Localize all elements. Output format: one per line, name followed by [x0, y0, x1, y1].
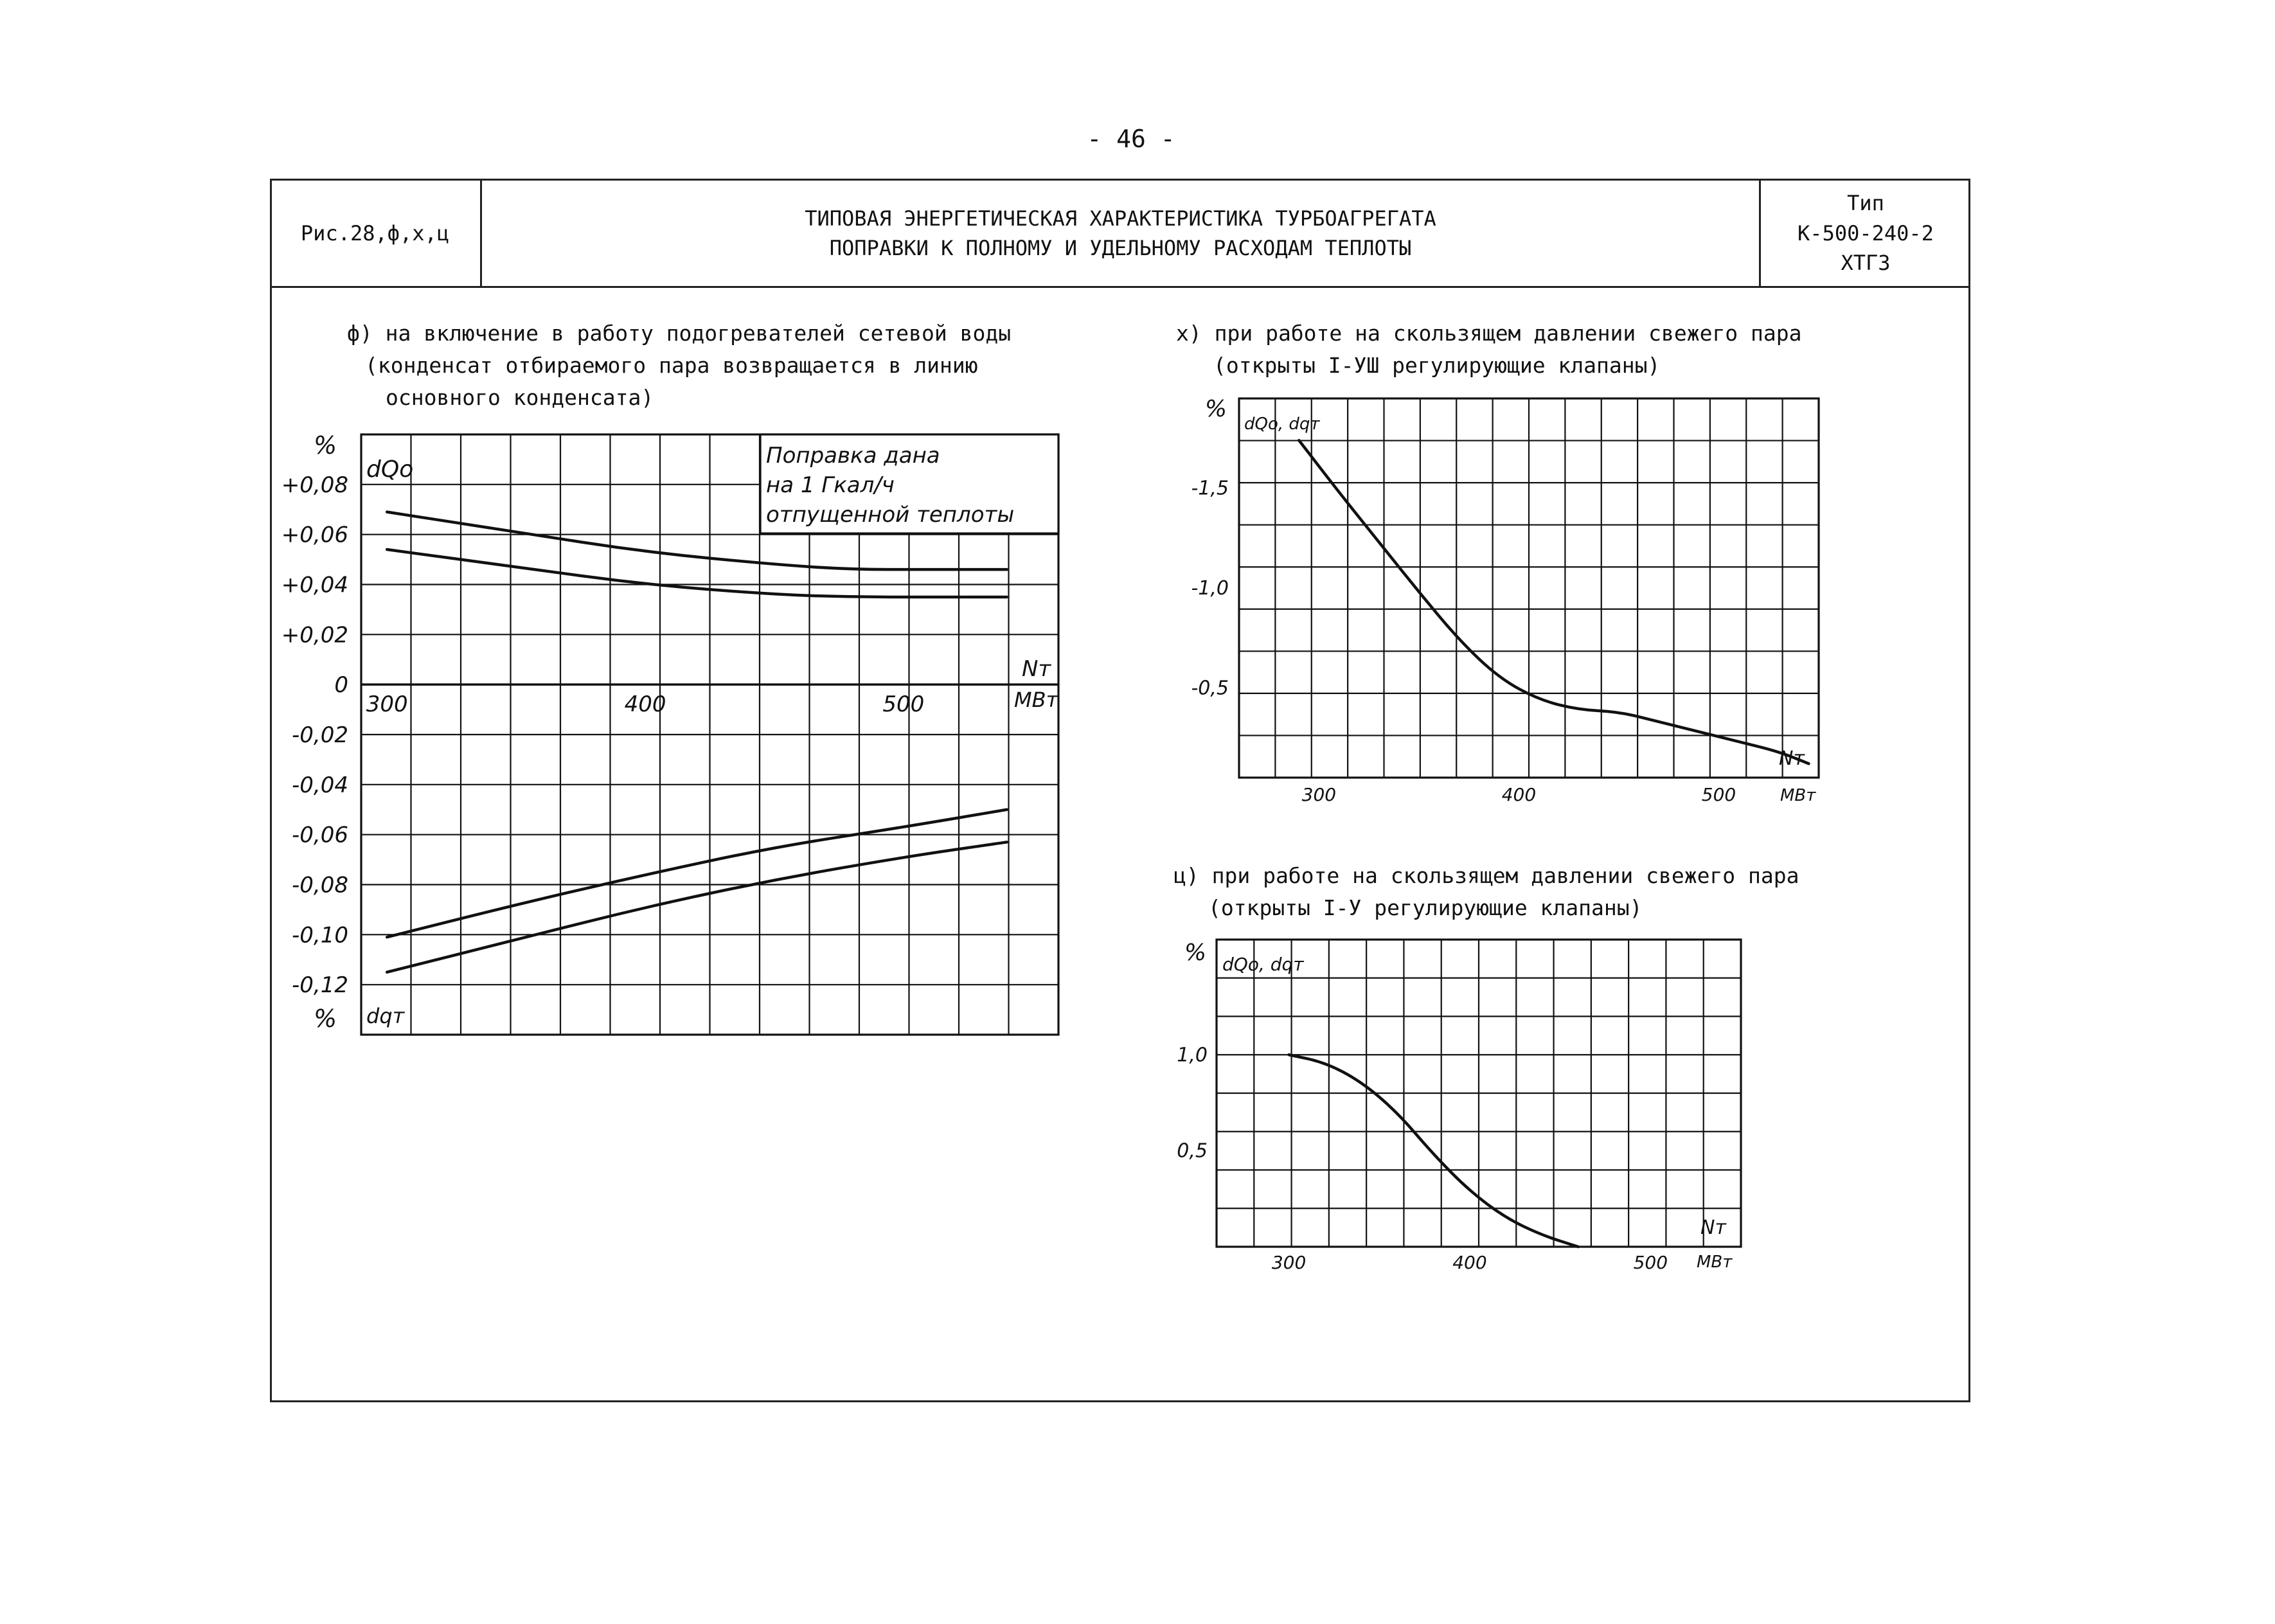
- caption-c-2: (открыты I-У регулирующие клапаны): [1208, 895, 1643, 920]
- caption-f-1: ф) на включение в работу подогревателей сетевой воды: [347, 321, 1012, 346]
- chart-c-x-tick-label: 400: [1452, 1252, 1487, 1273]
- chart-x-y-tick-label: -1,5: [1191, 477, 1229, 500]
- chart-f-y-tick-label: +0,06: [281, 522, 348, 548]
- caption-f-3: основного конденсата): [386, 385, 654, 410]
- chart-x-y-unit: %: [1204, 396, 1227, 422]
- chart-f-y-tick-label: -0,12: [292, 972, 348, 999]
- chart-x-x-tick-label: 400: [1501, 784, 1537, 805]
- chart-c-xlabel: Nт: [1700, 1217, 1726, 1239]
- chart-x-series-line-1: [1299, 440, 1808, 763]
- page-number: - 46 -: [1087, 125, 1175, 153]
- title-line-2: ПОПРАВКИ К ПОЛНОМУ И УДЕЛЬНОМУ РАСХОДАМ ТЕПЛОТЫ: [829, 236, 1412, 260]
- type-model: К-500-240-2: [1798, 220, 1934, 245]
- chart-x-x-tick-label: 500: [1701, 784, 1736, 805]
- chart-c-grid: [1217, 940, 1741, 1247]
- chart-f-note-line: Поправка дана: [766, 443, 940, 468]
- caption-x-2: (открыты I-УШ регулирующие клапаны): [1213, 353, 1661, 378]
- chart-f-x-tick-label: 500: [882, 692, 925, 718]
- chart-c-series-line-1: [1289, 1055, 1578, 1247]
- chart-f-y-tick-label: -0,08: [292, 872, 348, 898]
- chart-f-y-unit-bottom: %: [313, 1004, 337, 1033]
- type-label: Тип: [1847, 191, 1884, 216]
- caption-f-2: (конденсат отбираемого пара возвращается в линию: [365, 353, 978, 378]
- chart-f-y-tick-label: +0,02: [281, 622, 348, 648]
- chart-c-x-unit: МВт: [1697, 1253, 1733, 1272]
- chart-f-note-line: на 1 Гкал/ч: [766, 472, 895, 498]
- chart-x-xlabel: Nт: [1779, 747, 1805, 770]
- caption-c-1: ц) при работе на скользящем давлении свежего пара: [1173, 863, 1799, 888]
- chart-x-ylabel: dQo, dqт: [1244, 415, 1320, 434]
- chart-c-y-unit: %: [1184, 940, 1207, 966]
- chart-f-series-line-4: [387, 842, 1006, 972]
- chart-c-ylabel: dQo, dqт: [1222, 954, 1304, 975]
- chart-x-y-tick-label: -0,5: [1191, 677, 1229, 700]
- chart-f-y-tick-label: -0,02: [292, 722, 348, 748]
- chart-c-y-tick-label: 0,5: [1177, 1139, 1208, 1163]
- chart-f-y-tick-label: -0,04: [292, 772, 348, 798]
- caption-x-1: х) при работе на скользящем давлении свежего пара: [1176, 321, 1802, 346]
- chart-f-x-tick-label: 400: [624, 692, 666, 718]
- chart-f-x-tick-label: 300: [366, 692, 408, 718]
- title-line-1: ТИПОВАЯ ЭНЕРГЕТИЧЕСКАЯ ХАРАКТЕРИСТИКА ТУРБОАГРЕГАТА: [805, 206, 1436, 231]
- chart-x-y-tick-label: -1,0: [1191, 577, 1229, 600]
- chart-f-series-line-3: [387, 810, 1006, 937]
- chart-c-x-tick-label: 300: [1271, 1252, 1307, 1273]
- chart-f-y-unit-top: %: [313, 431, 337, 460]
- chart-f-y-tick-label: 0: [334, 672, 348, 699]
- type-maker: ХТГЗ: [1841, 251, 1891, 276]
- chart-x-x-unit: МВт: [1780, 786, 1816, 805]
- chart-f-y-tick-label: -0,06: [292, 822, 348, 848]
- chart-f-ylabel-top: dQo: [366, 456, 414, 483]
- chart-f-note-line: отпущенной теплоты: [766, 502, 1015, 528]
- chart-x-x-tick-label: 300: [1301, 784, 1337, 805]
- chart-c-y-tick-label: 1,0: [1177, 1044, 1208, 1067]
- chart-f-x-unit: МВт: [1014, 688, 1058, 712]
- chart-x-grid: [1239, 398, 1819, 778]
- chart-f-ylabel-bottom: dqт: [366, 1004, 405, 1028]
- chart-f-y-tick-label: +0,04: [281, 572, 348, 598]
- figure-ref: Рис.28,ф,х,ц: [300, 220, 450, 245]
- chart-f-y-tick-label: +0,08: [281, 472, 348, 498]
- chart-f-xlabel: Nт: [1022, 656, 1051, 682]
- chart-c-x-tick-label: 500: [1633, 1252, 1668, 1273]
- chart-f-y-tick-label: -0,10: [292, 922, 348, 949]
